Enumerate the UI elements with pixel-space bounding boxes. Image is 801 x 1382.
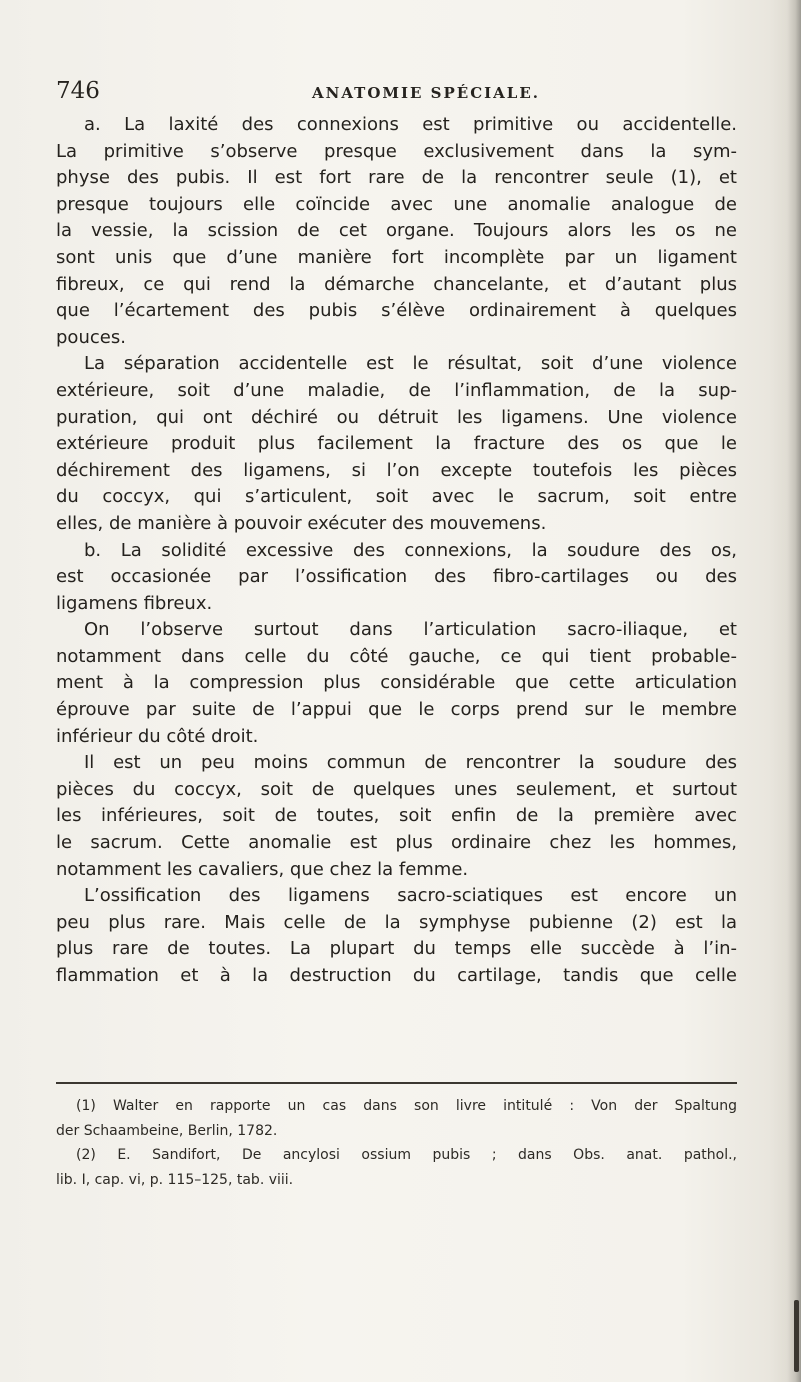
- footnote-rule: [56, 1082, 737, 1084]
- text-line: physe des pubis. Il est fort rare de la rencontrer seule (1), et: [56, 167, 737, 189]
- text-line: plus rare de toutes. La plupart du temps elle succède à l’in-: [56, 938, 737, 960]
- text-line: inférieur du côté droit.: [56, 725, 259, 747]
- text-line: La primitive s’observe presque exclusivement dans la sym-: [56, 140, 737, 162]
- text-line: peu plus rare. Mais celle de la symphyse pubienne (2) est la: [56, 911, 737, 933]
- text-line: les inférieures, soit de toutes, soit enfin de la première avec: [56, 805, 737, 827]
- text-line: La séparation accidentelle est le résultat, soit d’une violence: [84, 353, 737, 375]
- text-line: extérieure produit plus facilement la fracture des os que le: [56, 433, 737, 455]
- text-line: a. La laxité des connexions est primitive ou accidentelle.: [84, 114, 737, 135]
- text-line: flammation et à la destruction du cartilage, tandis que celle: [56, 965, 737, 986]
- text-line: b. La solidité excessive des connexions, la soudure des os,: [84, 539, 737, 561]
- page-edge-shadow: [787, 0, 801, 1382]
- page-number: 746: [56, 78, 100, 104]
- text-line: que l’écartement des pubis s’élève ordinairement à quelques: [56, 300, 737, 322]
- text-line: Il est un peu moins commun de rencontrer la soudure des: [84, 752, 737, 774]
- footnote-line: lib. I, cap. vi, p. 115–125, tab. viii.: [56, 1171, 294, 1188]
- binding-mark: [794, 1300, 799, 1372]
- footnotes: [56, 1094, 737, 1192]
- footnote-line: (2) E. Sandifort, De ancylosi ossium pubis ; dans Obs. anat. pathol.,: [76, 1147, 737, 1163]
- text-line: On l’observe surtout dans l’articulation sacro-iliaque, et: [84, 619, 737, 641]
- text-line: éprouve par suite de l’appui que le corps prend sur le membre: [56, 699, 737, 721]
- text-line: fibreux, ce qui rend la démarche chancelante, et d’autant plus: [56, 273, 737, 295]
- text-line: déchirement des ligamens, si l’on excepte toutefois les pièces: [56, 459, 737, 481]
- text-line: le sacrum. Cette anomalie est plus ordinaire chez les hommes,: [56, 832, 737, 854]
- text-line: la vessie, la scission de cet organe. Toujours alors les os ne: [56, 220, 737, 242]
- text-line: ment à la compression plus considérable que cette articulation: [56, 672, 737, 694]
- footnote-line: der Schaambeine, Berlin, 1782.: [56, 1122, 278, 1139]
- text-line: sont unis que d’une manière fort incomplète par un ligament: [56, 246, 737, 268]
- text-line: presque toujours elle coïncide avec une anomalie analogue de: [56, 193, 737, 215]
- text-line: est occasionée par l’ossification des fibro-cartilages ou des: [56, 566, 737, 588]
- text-line: puration, qui ont déchiré ou détruit les ligamens. Une violence: [56, 406, 737, 428]
- footnote-line: (1) Walter en rapporte un cas dans son livre intitulé : Von der Spaltung: [76, 1098, 737, 1114]
- page-header: [56, 78, 716, 108]
- text-line: pouces.: [56, 326, 126, 348]
- text-line: ligamens fibreux.: [56, 592, 213, 614]
- text-line: L’ossification des ligamens sacro-sciatiques est encore un: [84, 885, 737, 907]
- text-line: notamment les cavaliers, que chez la femme.: [56, 858, 469, 880]
- body-text: [56, 112, 737, 990]
- text-line: elles, de manière à pouvoir exécuter des mouvemens.: [56, 512, 547, 534]
- text-line: notamment dans celle du côté gauche, ce qui tient probable-: [56, 645, 737, 667]
- running-head: ANATOMIE SPÉCIALE.: [312, 84, 541, 102]
- text-line: extérieure, soit d’une maladie, de l’inflammation, de la sup-: [56, 379, 737, 401]
- text-line: pièces du coccyx, soit de quelques unes seulement, et surtout: [56, 778, 737, 800]
- text-line: du coccyx, qui s’articulent, soit avec le sacrum, soit entre: [56, 486, 737, 508]
